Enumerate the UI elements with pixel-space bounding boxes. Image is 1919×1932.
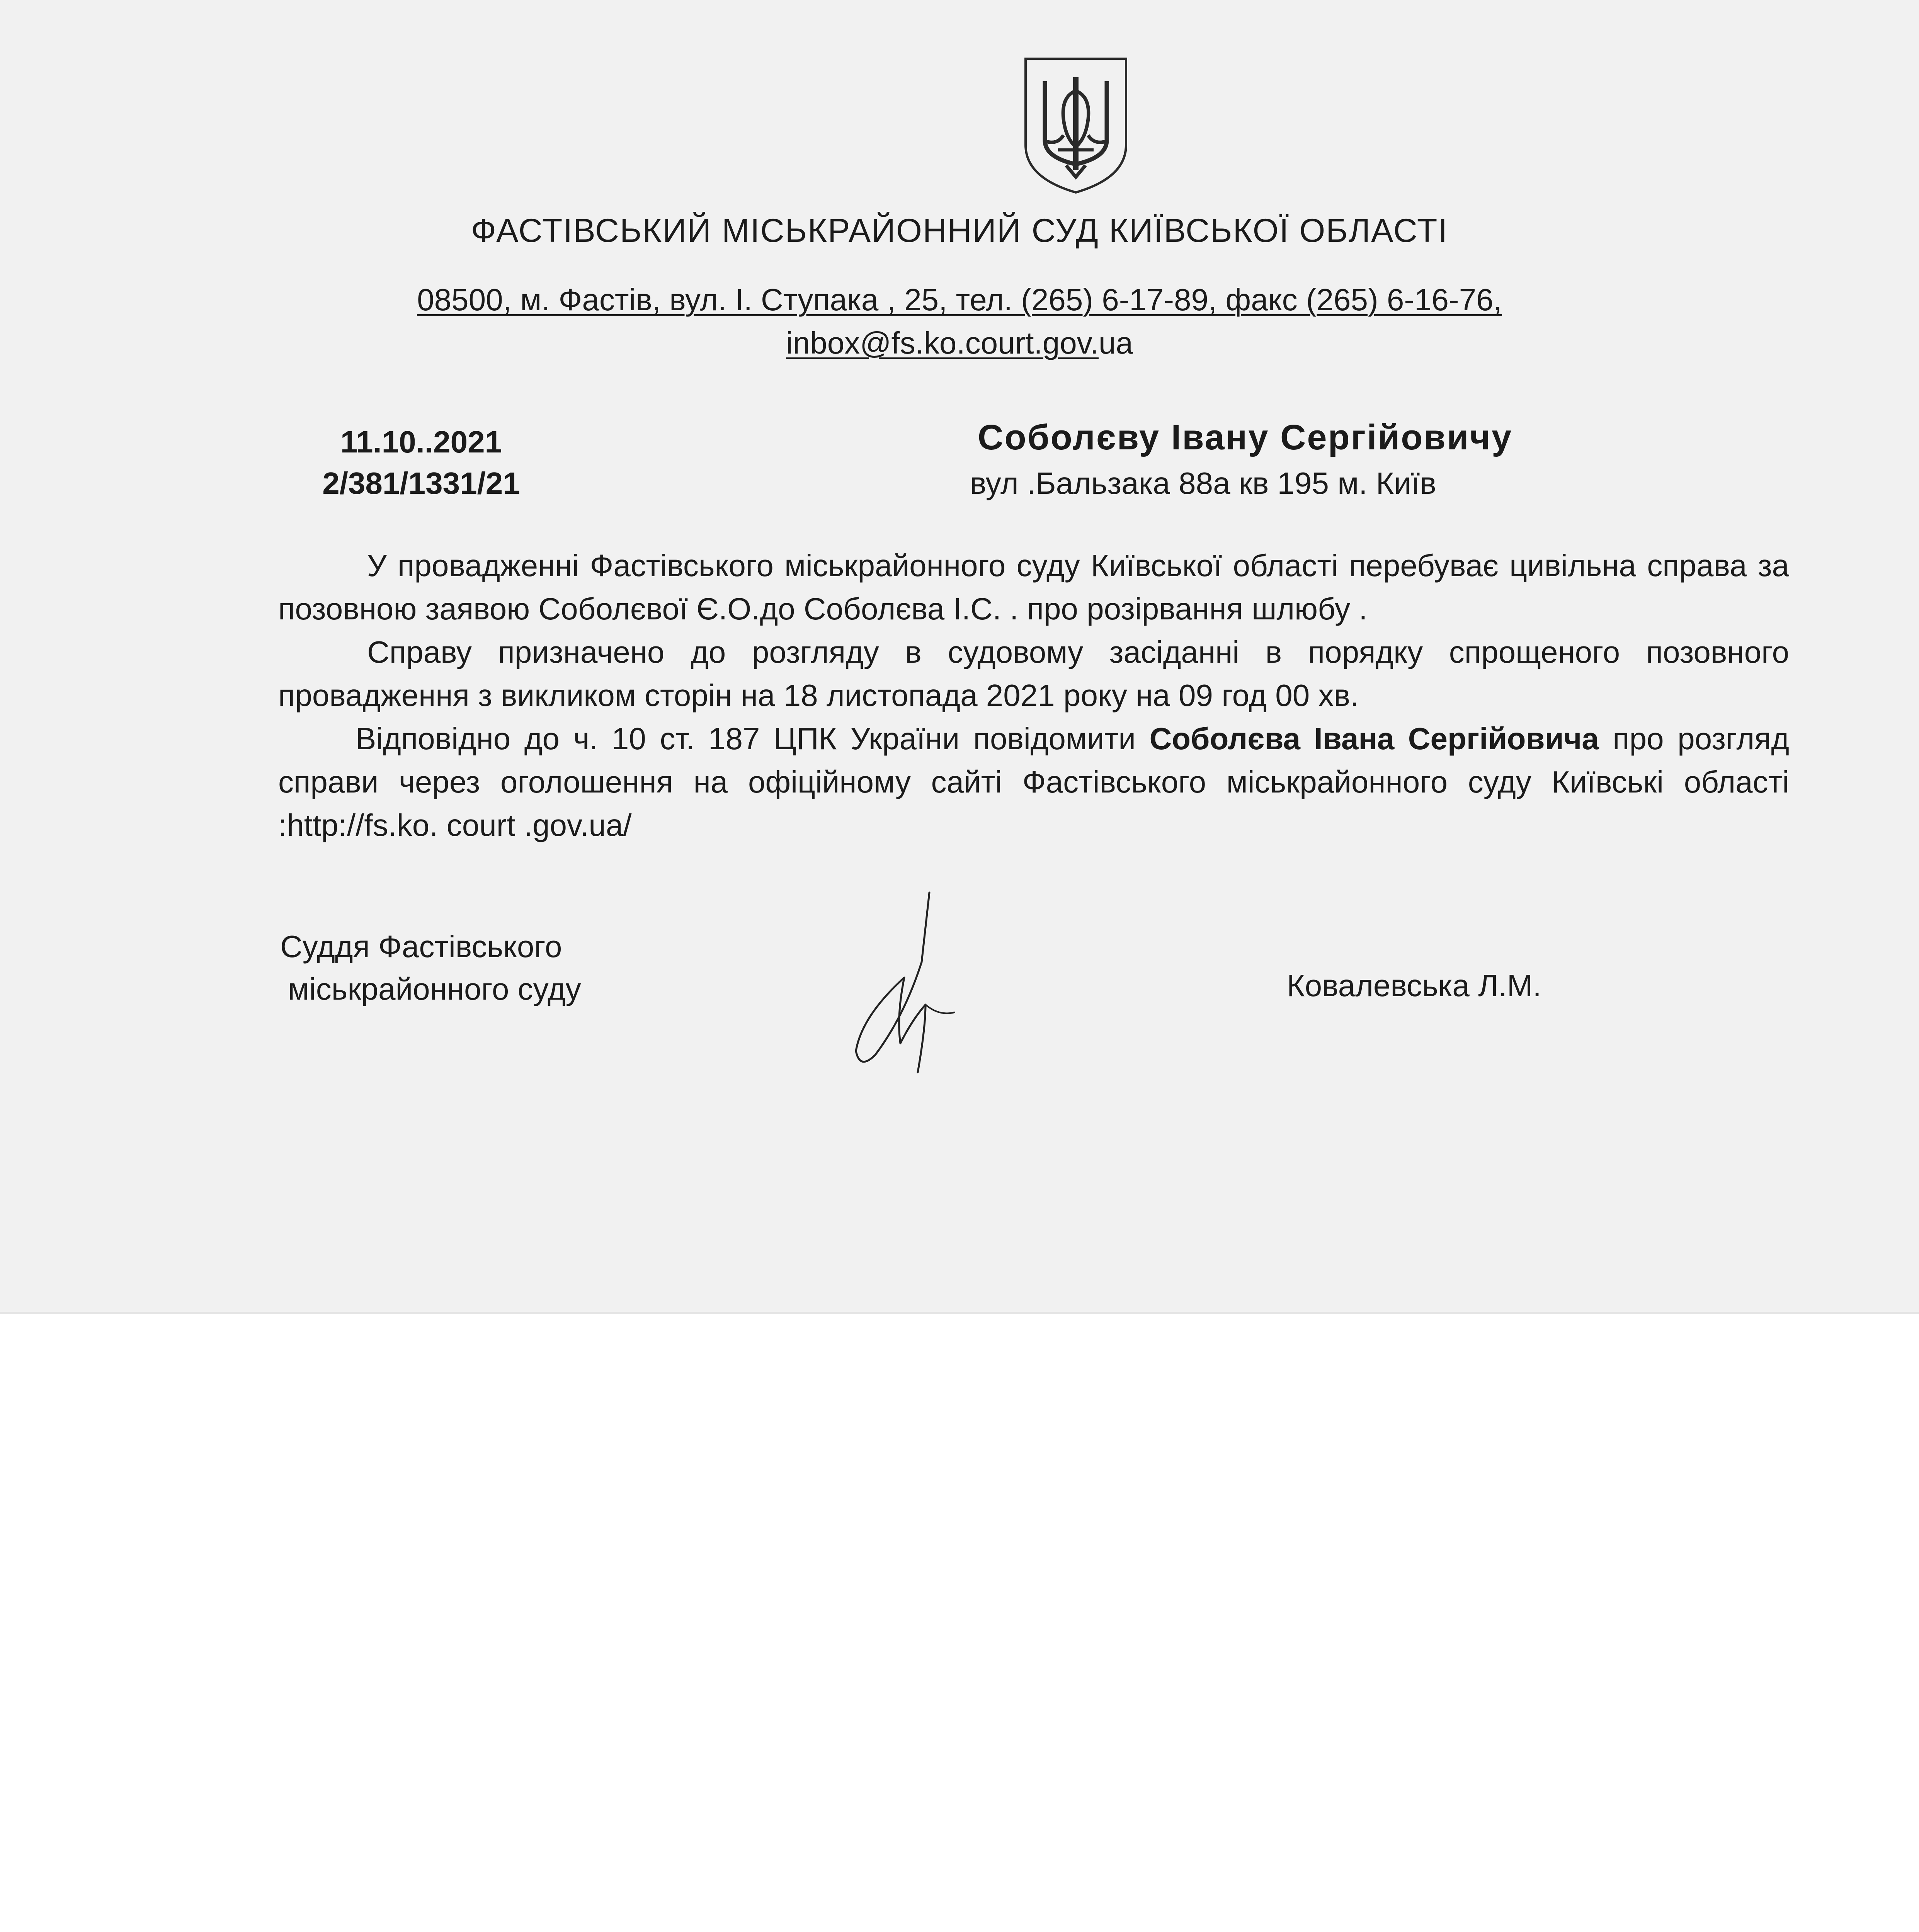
- body-paragraph-3: [278, 717, 1789, 847]
- scan-edge: [0, 1312, 1919, 1314]
- signature-title-line-2: міськрайонного суду: [288, 972, 581, 1006]
- body-paragraph-3-suffix: про розгляд справи через оголошення на офіційному сайті Фастівського міськрайонного суду Київські області :http://fs.ko. court .gov.ua/: [278, 721, 1790, 842]
- recipient-address: вул .Бальзака 88а кв 195 м. Київ: [970, 466, 1436, 500]
- body-paragraph-2: Справу призначено до розгляду в судовому засіданні в порядку спрощеного позовного провадження з викликом сторін на 18 листопада 2021 року на 09 год 00 хв.: [278, 635, 1789, 713]
- outgoing-date: 11.10..2021: [340, 425, 502, 459]
- trident-emblem-icon: [1018, 54, 1134, 197]
- court-email-tail: ua: [1099, 326, 1133, 360]
- court-contacts: [0, 278, 1919, 365]
- signature-title: [280, 925, 581, 1010]
- signature-title-line-1: Суддя Фастівського: [280, 929, 562, 964]
- body-paragraph-3-prefix: Відповідно до ч. 10 ст. 187 ЦПК України повідомити: [356, 721, 1150, 756]
- court-title: ФАСТІВСЬКИЙ МІСЬКРАЙОННИЙ СУД КИЇВСЬКОЇ ОБЛАСТІ: [471, 212, 1448, 249]
- handwritten-signature-icon: [839, 889, 978, 1082]
- court-email-line: [0, 321, 1919, 365]
- defendant-name: Соболєва Івана Сергійовича: [1149, 721, 1599, 756]
- court-address-line: 08500, м. Фастів, вул. І. Ступака , 25, тел. (265) 6-17-89, факс (265) 6-16-76,: [417, 282, 1502, 317]
- body-paragraph-1: У провадженні Фастівського міськрайонного суду Київської області перебуває цивільна справа за позовною заявою Соболєвої Є.О.до Соболєва І.С. . про розірвання шлюбу .: [278, 548, 1789, 626]
- recipient-name: Соболєву Івану Сергійовичу: [978, 418, 1513, 457]
- judge-name: Ковалевська Л.М.: [1287, 968, 1541, 1003]
- court-email-link[interactable]: inbox@fs.ko.court.gov.: [786, 326, 1099, 360]
- outgoing-number: 2/381/1331/21: [322, 466, 520, 500]
- letter-body: [278, 544, 1789, 847]
